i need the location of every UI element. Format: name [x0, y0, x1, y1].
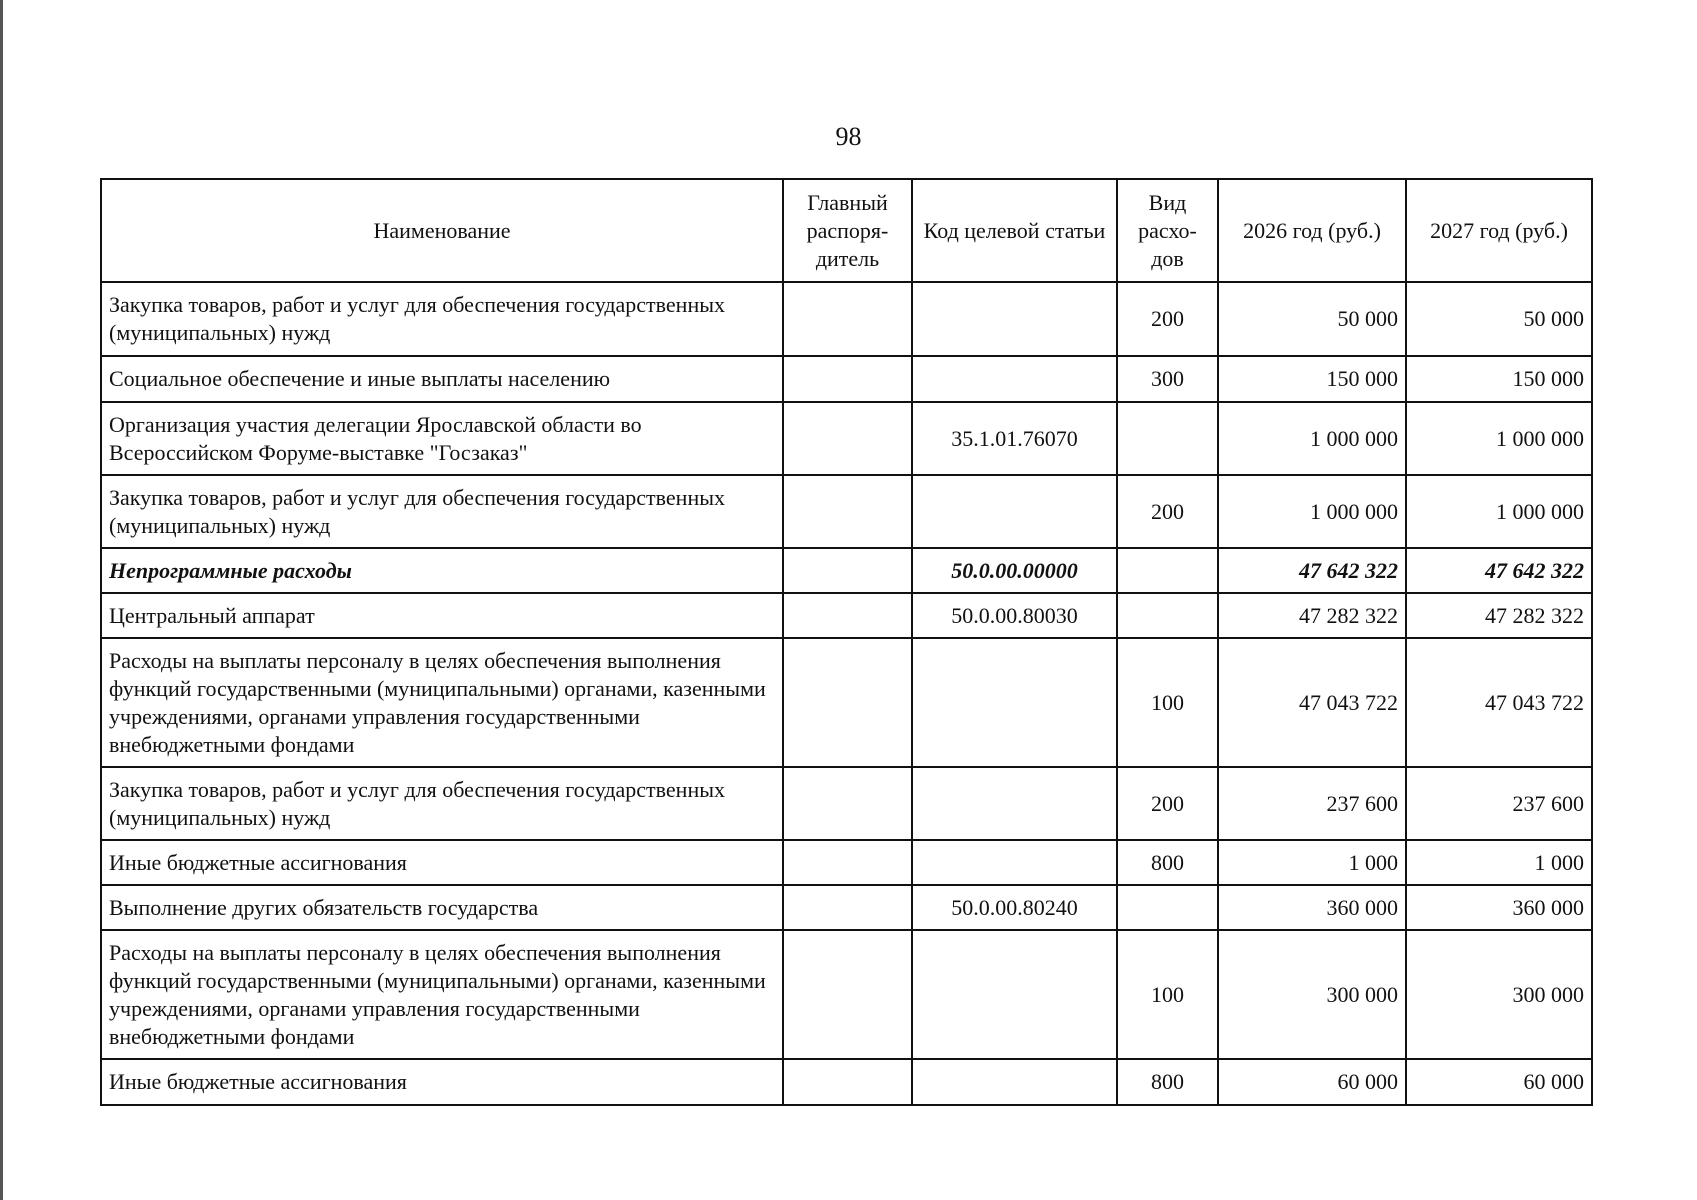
- row-2027: 50 000: [1406, 282, 1592, 356]
- row-kind: 200: [1117, 282, 1218, 356]
- row-2026: 47 282 322: [1218, 593, 1406, 638]
- row-name: Организация участия делегации Ярославской области во Всероссийском Форуме-выставке "Госзаказ": [101, 402, 783, 475]
- row-2027: 47 642 322: [1406, 548, 1592, 593]
- budget-table: [100, 178, 1593, 1106]
- row-code: [912, 767, 1117, 840]
- table-row: [101, 638, 1592, 767]
- row-manager: [783, 840, 912, 885]
- row-2026: 300 000: [1218, 930, 1406, 1059]
- row-name: Закупка товаров, работ и услуг для обеспечения государственных (муниципальных) нужд: [101, 282, 783, 356]
- table-row: [101, 840, 1592, 885]
- row-2027: 237 600: [1406, 767, 1592, 840]
- row-name: Иные бюджетные ассигнования: [101, 840, 783, 885]
- row-kind: [1117, 548, 1218, 593]
- table-row-section: [101, 548, 1592, 593]
- scan-edge: [0, 0, 3, 1200]
- row-code: [912, 282, 1117, 356]
- row-kind: [1117, 885, 1218, 930]
- row-code: [912, 638, 1117, 767]
- row-code: 35.1.01.76070: [912, 402, 1117, 475]
- row-name: Выполнение других обязательств государства: [101, 885, 783, 930]
- row-kind: 800: [1117, 1059, 1218, 1105]
- row-manager: [783, 930, 912, 1059]
- row-2026: 360 000: [1218, 885, 1406, 930]
- row-2027: 1 000 000: [1406, 402, 1592, 475]
- row-name: Закупка товаров, работ и услуг для обеспечения государственных (муниципальных) нужд: [101, 475, 783, 548]
- row-2026: 1 000: [1218, 840, 1406, 885]
- table-row: [101, 1059, 1592, 1105]
- row-name: Иные бюджетные ассигнования: [101, 1059, 783, 1105]
- row-code: [912, 475, 1117, 548]
- row-manager: [783, 885, 912, 930]
- row-kind: 100: [1117, 638, 1218, 767]
- row-kind: 800: [1117, 840, 1218, 885]
- row-code: 50.0.00.00000: [912, 548, 1117, 593]
- row-name: Расходы на выплаты персоналу в целях обеспечения выполнения функций государственными (муниципальными) органами, казенными учреждениями, органами управления государственными внебюджетными фондами: [101, 930, 783, 1059]
- row-2027: 47 043 722: [1406, 638, 1592, 767]
- table-row: [101, 356, 1592, 402]
- row-code: 50.0.00.80240: [912, 885, 1117, 930]
- row-kind: [1117, 593, 1218, 638]
- header-row: [101, 179, 1592, 282]
- row-name: Непрограммные расходы: [101, 548, 783, 593]
- row-2026: 47 642 322: [1218, 548, 1406, 593]
- table-row: [101, 930, 1592, 1059]
- row-manager: [783, 475, 912, 548]
- row-2027: 1 000: [1406, 840, 1592, 885]
- row-kind: [1117, 402, 1218, 475]
- row-code: 50.0.00.80030: [912, 593, 1117, 638]
- row-2026: 60 000: [1218, 1059, 1406, 1105]
- table-row: [101, 475, 1592, 548]
- header-kind: Вид расхо-дов: [1117, 179, 1218, 282]
- row-manager: [783, 638, 912, 767]
- page-number: 98: [835, 122, 862, 151]
- row-manager: [783, 282, 912, 356]
- header-2027: 2027 год (руб.): [1406, 179, 1592, 282]
- row-code: [912, 1059, 1117, 1105]
- row-2027: 60 000: [1406, 1059, 1592, 1105]
- row-code: [912, 840, 1117, 885]
- row-2027: 300 000: [1406, 930, 1592, 1059]
- row-kind: 300: [1117, 356, 1218, 402]
- header-manager: Главный распоря-дитель: [783, 179, 912, 282]
- row-2026: 1 000 000: [1218, 475, 1406, 548]
- row-2026: 50 000: [1218, 282, 1406, 356]
- row-2026: 47 043 722: [1218, 638, 1406, 767]
- row-manager: [783, 402, 912, 475]
- row-2026: 150 000: [1218, 356, 1406, 402]
- row-2027: 1 000 000: [1406, 475, 1592, 548]
- row-name: Социальное обеспечение и иные выплаты населению: [101, 356, 783, 402]
- row-name: Закупка товаров, работ и услуг для обеспечения государственных (муниципальных) нужд: [101, 767, 783, 840]
- row-code: [912, 356, 1117, 402]
- row-manager: [783, 548, 912, 593]
- header-code: Код целевой статьи: [912, 179, 1117, 282]
- table-header: [101, 179, 1592, 282]
- row-name: Расходы на выплаты персоналу в целях обеспечения выполнения функций государственными (муниципальными) органами, казенными учреждениями, органами управления государственными внебюджетными фондами: [101, 638, 783, 767]
- row-kind: 100: [1117, 930, 1218, 1059]
- row-code: [912, 930, 1117, 1059]
- row-kind: 200: [1117, 475, 1218, 548]
- table-body: [101, 282, 1592, 1105]
- row-2027: 360 000: [1406, 885, 1592, 930]
- row-manager: [783, 1059, 912, 1105]
- table-row: [101, 767, 1592, 840]
- table-row: [101, 282, 1592, 356]
- table-row: [101, 402, 1592, 475]
- header-name: Наименование: [101, 179, 783, 282]
- row-2027: 150 000: [1406, 356, 1592, 402]
- header-2026: 2026 год (руб.): [1218, 179, 1406, 282]
- row-manager: [783, 593, 912, 638]
- row-2026: 1 000 000: [1218, 402, 1406, 475]
- row-manager: [783, 356, 912, 402]
- table-row: [101, 593, 1592, 638]
- table-row: [101, 885, 1592, 930]
- row-2027: 47 282 322: [1406, 593, 1592, 638]
- row-kind: 200: [1117, 767, 1218, 840]
- row-2026: 237 600: [1218, 767, 1406, 840]
- row-manager: [783, 767, 912, 840]
- row-name: Центральный аппарат: [101, 593, 783, 638]
